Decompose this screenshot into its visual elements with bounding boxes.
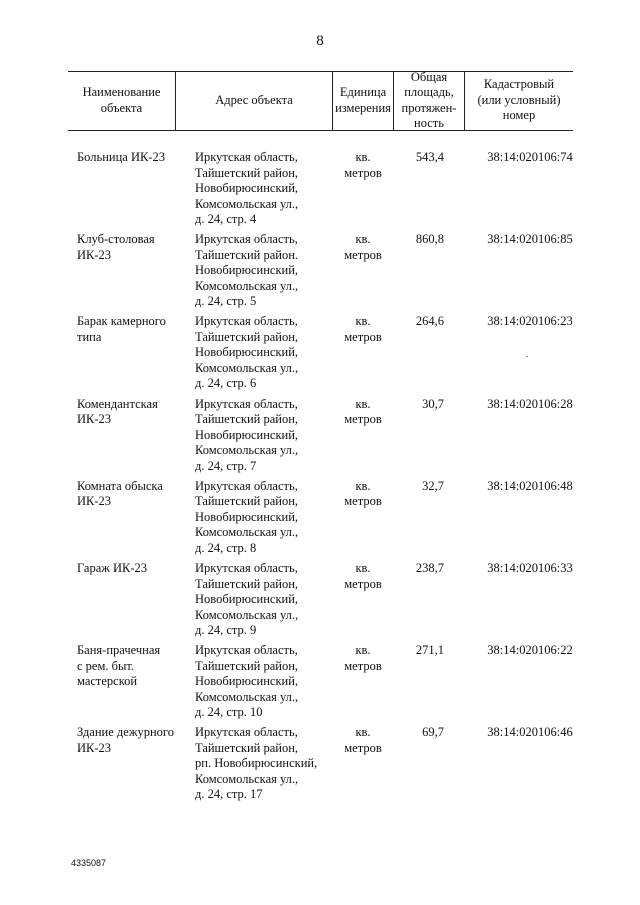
object-name bbox=[77, 561, 192, 577]
document-number: 4335087 bbox=[71, 858, 107, 868]
object-name-line: Гараж ИК-23 bbox=[77, 561, 148, 575]
object-area bbox=[394, 314, 444, 330]
object-unit-line: кв. bbox=[355, 725, 371, 740]
object-area-line: 30,7 bbox=[422, 396, 444, 411]
table-row bbox=[0, 150, 640, 234]
object-address-line: Тайшетский район, bbox=[195, 658, 299, 673]
object-name-line: мастерской bbox=[77, 674, 138, 689]
object-unit-line: кв. bbox=[355, 232, 371, 247]
header-line: (или условный) bbox=[477, 92, 561, 107]
object-name-line: ИК-23 bbox=[77, 412, 112, 427]
object-area bbox=[394, 232, 444, 248]
object-address-line: Тайшетский район, bbox=[195, 494, 299, 509]
object-address-line: Новобирюсинский, bbox=[195, 509, 299, 524]
object-address-line: Новобирюсинский, bbox=[195, 592, 299, 606]
header-line: протяжен- bbox=[401, 100, 457, 115]
header-cadastral bbox=[465, 71, 573, 130]
table-header-rule bbox=[68, 130, 573, 131]
object-unit bbox=[334, 479, 392, 510]
object-address-line: Комсомольская ул., bbox=[195, 443, 299, 458]
object-address-line: Комсомольская ул., bbox=[195, 360, 299, 375]
object-name-line: ИК-23 bbox=[77, 247, 112, 262]
table-row bbox=[0, 561, 640, 645]
page-number: 8 bbox=[316, 33, 324, 49]
object-name-line: Комендантская bbox=[77, 396, 158, 411]
object-name-line: типа bbox=[77, 329, 102, 344]
header-line: Общая bbox=[410, 69, 448, 84]
cadastral-number-line: 38:14:020106:48 bbox=[487, 478, 573, 493]
header-address bbox=[176, 71, 332, 130]
object-address-line: Комсомольская ул., bbox=[195, 196, 299, 211]
header-line: площадь, bbox=[404, 85, 454, 99]
object-name bbox=[77, 643, 192, 690]
object-address-line: Иркутская область, bbox=[195, 478, 298, 493]
object-name bbox=[77, 479, 192, 510]
cadastral-number bbox=[470, 150, 590, 166]
object-name bbox=[77, 150, 192, 166]
object-area-line: 543,4 bbox=[415, 150, 444, 164]
object-address-line: Комсомольская ул., bbox=[195, 689, 299, 704]
object-name-line: Здание дежурного bbox=[77, 725, 174, 740]
object-area-line: 271,1 bbox=[415, 643, 444, 658]
object-unit-line: метров bbox=[344, 658, 382, 673]
cadastral-number bbox=[470, 314, 590, 330]
cadastral-number-line: 38:14:020106:74 bbox=[487, 150, 573, 164]
object-address-line: Иркутская область, bbox=[195, 150, 298, 164]
table-row bbox=[0, 314, 640, 398]
cadastral-number bbox=[470, 479, 590, 495]
object-address-line: Комсомольская ул., bbox=[195, 278, 299, 293]
object-address-line: Новобирюсинский, bbox=[195, 263, 299, 278]
object-address-line: Иркутская область, bbox=[195, 232, 298, 247]
cadastral-number bbox=[470, 725, 590, 741]
object-address-line: Тайшетский район, bbox=[195, 329, 299, 344]
cadastral-number bbox=[470, 232, 590, 248]
object-address-line: Тайшетский район, bbox=[195, 165, 299, 180]
object-name-line: с рем. быт. bbox=[77, 658, 135, 673]
object-unit-line: кв. bbox=[355, 314, 371, 329]
object-name-line: Комната обыска bbox=[77, 478, 163, 493]
header-line: Единица bbox=[339, 85, 387, 99]
object-address-line: Иркутская область, bbox=[195, 725, 298, 740]
object-address-line: Иркутская область, bbox=[195, 314, 298, 329]
object-unit-line: кв. bbox=[355, 396, 371, 411]
cadastral-number-line: 38:14:020106:28 bbox=[487, 396, 573, 411]
cadastral-number-line: 38:14:020106:22 bbox=[487, 643, 573, 658]
object-unit-line: кв. bbox=[355, 150, 371, 164]
object-address-line: д. 24, стр. 10 bbox=[195, 705, 263, 720]
object-name-line: Барак камерного bbox=[77, 314, 166, 329]
object-address-line: Комсомольская ул., bbox=[195, 771, 299, 786]
object-address-line: д. 24, стр. 6 bbox=[195, 376, 257, 391]
object-area bbox=[394, 725, 444, 741]
header-line: Наименование bbox=[82, 85, 161, 99]
object-unit-line: метров bbox=[344, 329, 382, 344]
object-address-line: Новобирюсинский, bbox=[195, 181, 299, 195]
object-address-line: д. 24, стр. 8 bbox=[195, 540, 257, 555]
header-line: Адрес объекта bbox=[215, 92, 293, 107]
object-area bbox=[394, 561, 444, 577]
table-row bbox=[0, 479, 640, 563]
object-area-line: 32,7 bbox=[422, 478, 444, 493]
object-unit bbox=[334, 643, 392, 674]
object-address-line: д. 24, стр. 17 bbox=[195, 787, 263, 802]
object-address-line: Иркутская область, bbox=[195, 396, 298, 411]
table-row bbox=[0, 643, 640, 727]
object-unit bbox=[334, 725, 392, 756]
object-unit bbox=[334, 397, 392, 428]
header-line: объекта bbox=[100, 100, 143, 115]
object-area-line: 69,7 bbox=[422, 725, 444, 740]
object-unit bbox=[334, 561, 392, 592]
object-address bbox=[195, 232, 330, 310]
object-address-line: Новобирюсинский, bbox=[195, 674, 299, 689]
object-area bbox=[394, 643, 444, 659]
header-name bbox=[68, 71, 175, 130]
object-unit-line: метров bbox=[344, 412, 382, 427]
object-address-line: рп. Новобирюсинский, bbox=[195, 756, 318, 771]
object-unit-line: метров bbox=[344, 740, 382, 755]
object-address bbox=[195, 150, 330, 228]
object-unit bbox=[334, 150, 392, 181]
object-address-line: Новобирюсинский, bbox=[195, 345, 299, 360]
object-name bbox=[77, 314, 192, 345]
header-line: измерения bbox=[335, 100, 391, 115]
object-address-line: Тайшетский район, bbox=[195, 740, 299, 755]
object-address-line: Иркутская область, bbox=[195, 561, 298, 575]
header-area bbox=[394, 71, 464, 130]
object-name-line: Баня-прачечная bbox=[77, 643, 161, 658]
object-address-line: д. 24, стр. 7 bbox=[195, 458, 257, 473]
object-address-line: Иркутская область, bbox=[195, 643, 298, 658]
object-unit-line: кв. bbox=[355, 561, 371, 575]
header-line: номер bbox=[502, 108, 536, 123]
object-name bbox=[77, 397, 192, 428]
object-name-line: Больница ИК-23 bbox=[77, 150, 165, 164]
object-address-line: Комсомольская ул., bbox=[195, 607, 299, 622]
object-unit-line: метров bbox=[344, 165, 382, 180]
object-unit-line: метров bbox=[344, 247, 382, 262]
object-address-line: Новобирюсинский, bbox=[195, 427, 299, 442]
object-address bbox=[195, 561, 330, 639]
object-address-line: д. 24, стр. 5 bbox=[195, 294, 257, 309]
object-area bbox=[394, 150, 444, 166]
object-name-line: ИК-23 bbox=[77, 494, 112, 509]
object-address bbox=[195, 643, 330, 721]
cadastral-number bbox=[470, 397, 590, 413]
header-unit bbox=[333, 71, 393, 130]
cadastral-number-line: 38:14:020106:46 bbox=[487, 725, 573, 740]
object-address-line: Тайшетский район. bbox=[195, 247, 299, 262]
object-area-line: 238,7 bbox=[415, 561, 444, 575]
object-address bbox=[195, 397, 330, 475]
cadastral-number-line: 38:14:020106:85 bbox=[487, 232, 573, 247]
table-row bbox=[0, 397, 640, 481]
object-area-line: 860,8 bbox=[415, 232, 444, 247]
object-unit bbox=[334, 232, 392, 263]
object-name-line: Клуб-столовая bbox=[77, 232, 155, 247]
table-row bbox=[0, 232, 640, 316]
object-address bbox=[195, 725, 330, 803]
object-unit-line: метров bbox=[344, 576, 382, 591]
header-line: ность bbox=[414, 116, 444, 130]
scan-speck bbox=[526, 356, 528, 357]
header-line: Кадастровый bbox=[483, 77, 555, 92]
object-address-line: Комсомольская ул., bbox=[195, 525, 299, 540]
object-area bbox=[394, 397, 444, 413]
cadastral-number bbox=[470, 561, 590, 577]
object-area-line: 264,6 bbox=[415, 314, 444, 329]
object-address-line: д. 24, стр. 9 bbox=[195, 623, 257, 637]
object-unit-line: кв. bbox=[355, 643, 371, 658]
object-address-line: Тайшетский район, bbox=[195, 412, 299, 427]
cadastral-number bbox=[470, 643, 590, 659]
object-address-line: Тайшетский район, bbox=[195, 576, 299, 591]
object-unit-line: метров bbox=[344, 494, 382, 509]
object-name-line: ИК-23 bbox=[77, 740, 112, 755]
object-area bbox=[394, 479, 444, 495]
object-name bbox=[77, 725, 192, 756]
object-name bbox=[77, 232, 192, 263]
object-unit-line: кв. bbox=[355, 478, 371, 493]
object-address-line: д. 24, стр. 4 bbox=[195, 212, 257, 226]
table-row bbox=[0, 725, 640, 809]
object-address bbox=[195, 314, 330, 392]
cadastral-number-line: 38:14:020106:33 bbox=[487, 561, 573, 575]
object-unit bbox=[334, 314, 392, 345]
object-address bbox=[195, 479, 330, 557]
cadastral-number-line: 38:14:020106:23 bbox=[487, 314, 573, 329]
